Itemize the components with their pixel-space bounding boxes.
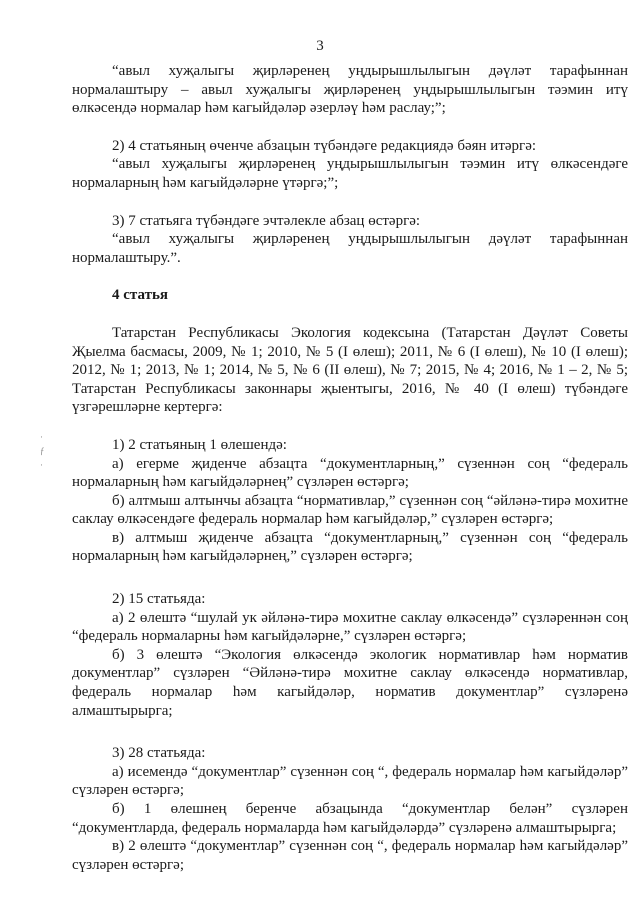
- margin-mark: ·: [40, 432, 43, 442]
- quoted-paragraph: “авыл хуҗалыгы җирләренең уңдырышлылыгын дәүләт тарафыннан нормалаштыру – авыл хуҗалыгы җирләренең уңдырышлылыгын тәэмин итү өлкәсендә нормалар һәм кагыйдәләр әзерләү һәм раслау;”;: [72, 63, 628, 117]
- sub-item: а) 2 өлештә “шулай ук әйләнә-тирә мохитне саклау өлкәсендә” сүзләреннән соң “федераль нормаларны һәм кагыйдәләрне,” сүзләрен өстәргә;: [72, 609, 628, 645]
- margin-mark: ·: [40, 460, 43, 470]
- amendment-item: 2) 15 статьяда:: [112, 591, 206, 608]
- amendment-item: 3) 28 статьяда:: [112, 745, 206, 762]
- document-body: [72, 62, 628, 874]
- sub-item: а) егерме җиденче абзацта “документларның,” сүзеннән соң “федераль нормаларның һәм кагыйдәләрнең” сүзләрен өстәргә;: [72, 455, 628, 491]
- sub-item: б) алтмыш алтынчы абзацта “нормативлар,” сүзеннән соң “әйләнә-тирә мохитне саклау өлкәсендәге федераль нормалар һәм кагыйдәләр,” сүзләрен өстәргә;: [72, 492, 628, 528]
- article-intro: Татарстан Республикасы Экология кодексына (Татарстан Дәүләт Советы Җыелма басмасы, 2009, № 1; 2010, № 5 (I өлеш); 2011, № 6 (I өлеш), № 10 (I өлеш); 2012, № 1; 2013, № 1; 2014, № 5, № 6 (II өлеш), № 7; 2015, № 4; 2016, № 1 – 2, № 5; Татарстан Республикасы законнары җыентыгы, 2016, № 40 (I өлеш) түбәндәге үзгәрешләрне кертергә:: [72, 324, 628, 416]
- sub-item: б) 1 өлешнең беренче абзацында “документлар белән” сүзләрен “документларда, федераль нормаларда һәм кагыйдәләрдә” сүзләренә алмаштырырга;: [72, 801, 628, 836]
- page-number: 3: [316, 38, 324, 54]
- sub-item: в) алтмыш җиденче абзацта “документларның,” сүзеннән соң “федераль нормаларның һәм кагыйдәләрнең,” сүзләрен өстәргә;: [72, 529, 628, 565]
- margin-mark: ƒ: [40, 446, 45, 456]
- sub-item: б) 3 өлештә “Экология өлкәсендә экологик нормативлар һәм норматив документлар” сүзләрен “Әйләнә-тирә мохитне саклау өлкәсендә нормативлар, федераль нормалар һәм кагыйдәләр, норматив документлар” сүзләренә алмаштырырга;: [72, 646, 628, 719]
- amendment-item: 1) 2 статьяның 1 өлешендә:: [112, 436, 287, 453]
- article-heading: 4 статья: [112, 287, 168, 304]
- quoted-paragraph: “авыл хуҗалыгы җирләренең уңдырышлылыгын тәэмин итү өлкәсендәге нормаларның һәм кагыйдәләрне үтәргә;”;: [72, 156, 628, 191]
- sub-item: а) исемендә “документлар” сүзеннән соң “, федераль нормалар һәм кагыйдәләр” сүзләрен өстәргә;: [72, 763, 628, 799]
- amendment-item: 3) 7 статьяга түбәндәге эчтәлекле абзац өстәргә:: [112, 212, 421, 229]
- sub-item: в) 2 өлештә “документлар” сүзеннән соң “, федераль нормалар һәм кагыйдәләр” сүзләрен өстәргә;: [72, 838, 628, 873]
- quoted-paragraph: “авыл хуҗалыгы җирләренең уңдырышлылыгын дәүләт тарафыннан нормалаштыру.”.: [72, 231, 628, 266]
- amendment-item: 2) 4 статьяның өченче абзацын түбәндәге редакциядә бәян итәргә:: [112, 137, 537, 154]
